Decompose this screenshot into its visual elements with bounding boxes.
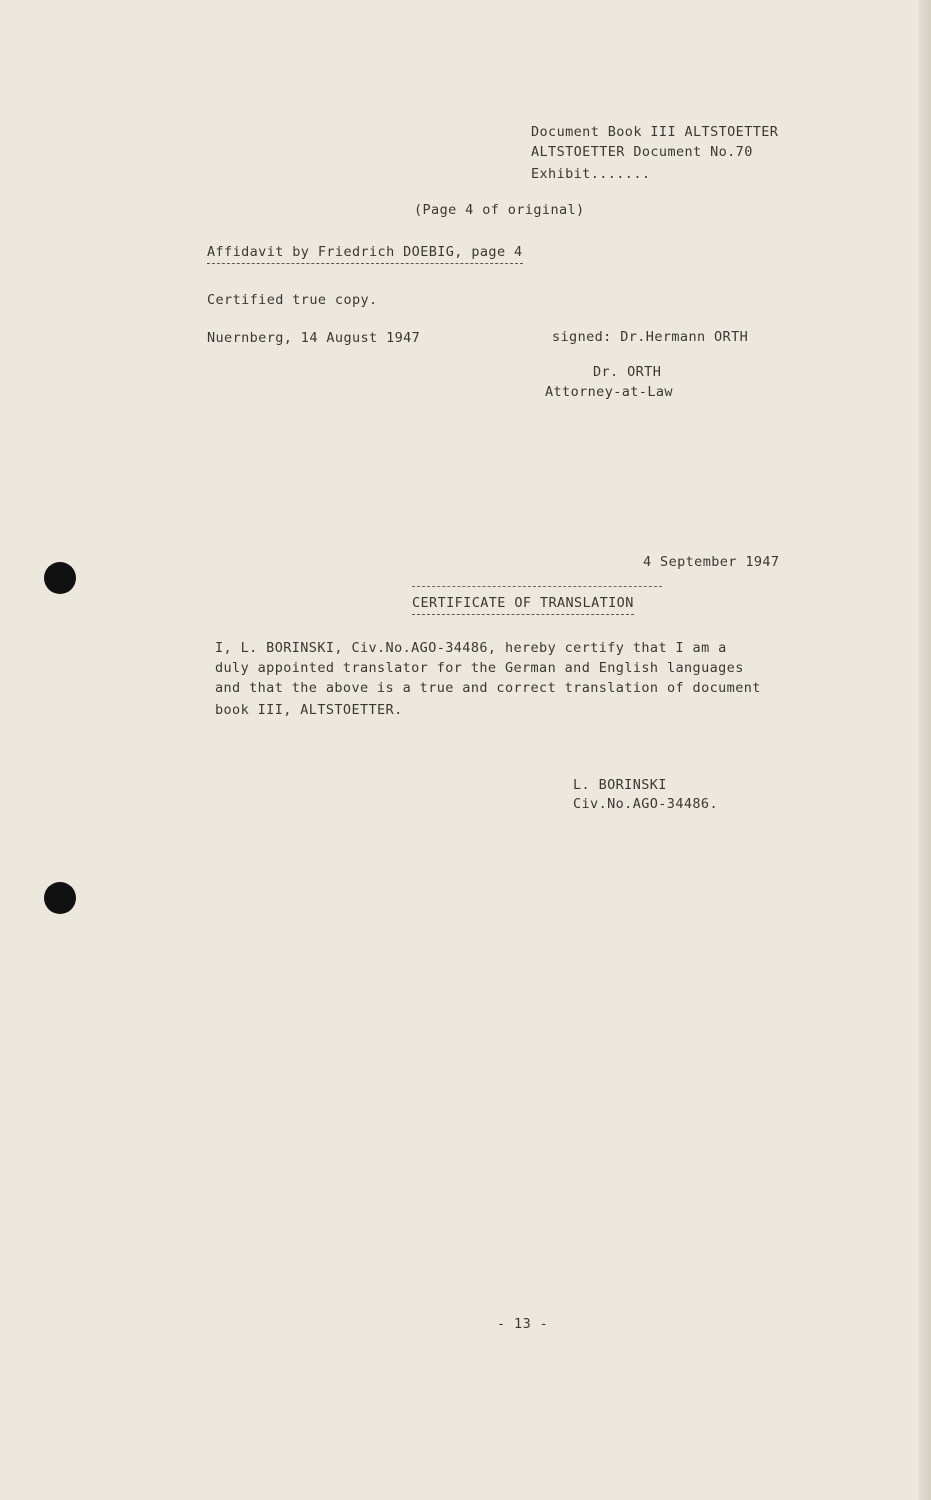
- certificate-body-line-1: I, L. BORINSKI, Civ.No.AGO-34486, hereby certify that I am a: [215, 640, 727, 656]
- header-line-1: Document Book III ALTSTOETTER: [531, 124, 779, 140]
- translator-id: Civ.No.AGO-34486.: [573, 796, 718, 812]
- certificate-title-overline: [412, 586, 662, 587]
- header-line-2: ALTSTOETTER Document No.70: [531, 144, 753, 160]
- header-line-3: Exhibit.......: [531, 166, 651, 182]
- signature-line: signed: Dr.Hermann ORTH: [552, 329, 749, 345]
- page-number: - 13 -: [497, 1316, 549, 1332]
- page-edge: [919, 0, 931, 1500]
- place-date: Nuernberg, 14 August 1947: [207, 330, 421, 346]
- punch-hole-top: [44, 562, 76, 594]
- punch-hole-bottom: [44, 882, 76, 914]
- certificate-title: CERTIFICATE OF TRANSLATION: [412, 593, 634, 615]
- attorney-name: Dr. ORTH: [593, 364, 662, 380]
- certificate-body-line-4: book III, ALTSTOETTER.: [215, 702, 403, 718]
- certified-copy: Certified true copy.: [207, 292, 378, 308]
- attorney-title: Attorney-at-Law: [545, 384, 673, 400]
- certificate-body-line-2: duly appointed translator for the German and English languages: [215, 660, 744, 676]
- certificate-body-line-3: and that the above is a true and correct translation of document: [215, 680, 761, 696]
- affidavit-title: Affidavit by Friedrich DOEBIG, page 4: [207, 242, 523, 264]
- certificate-date: 4 September 1947: [643, 554, 780, 570]
- translator-name: L. BORINSKI: [573, 777, 667, 793]
- page-reference: (Page 4 of original): [414, 202, 585, 218]
